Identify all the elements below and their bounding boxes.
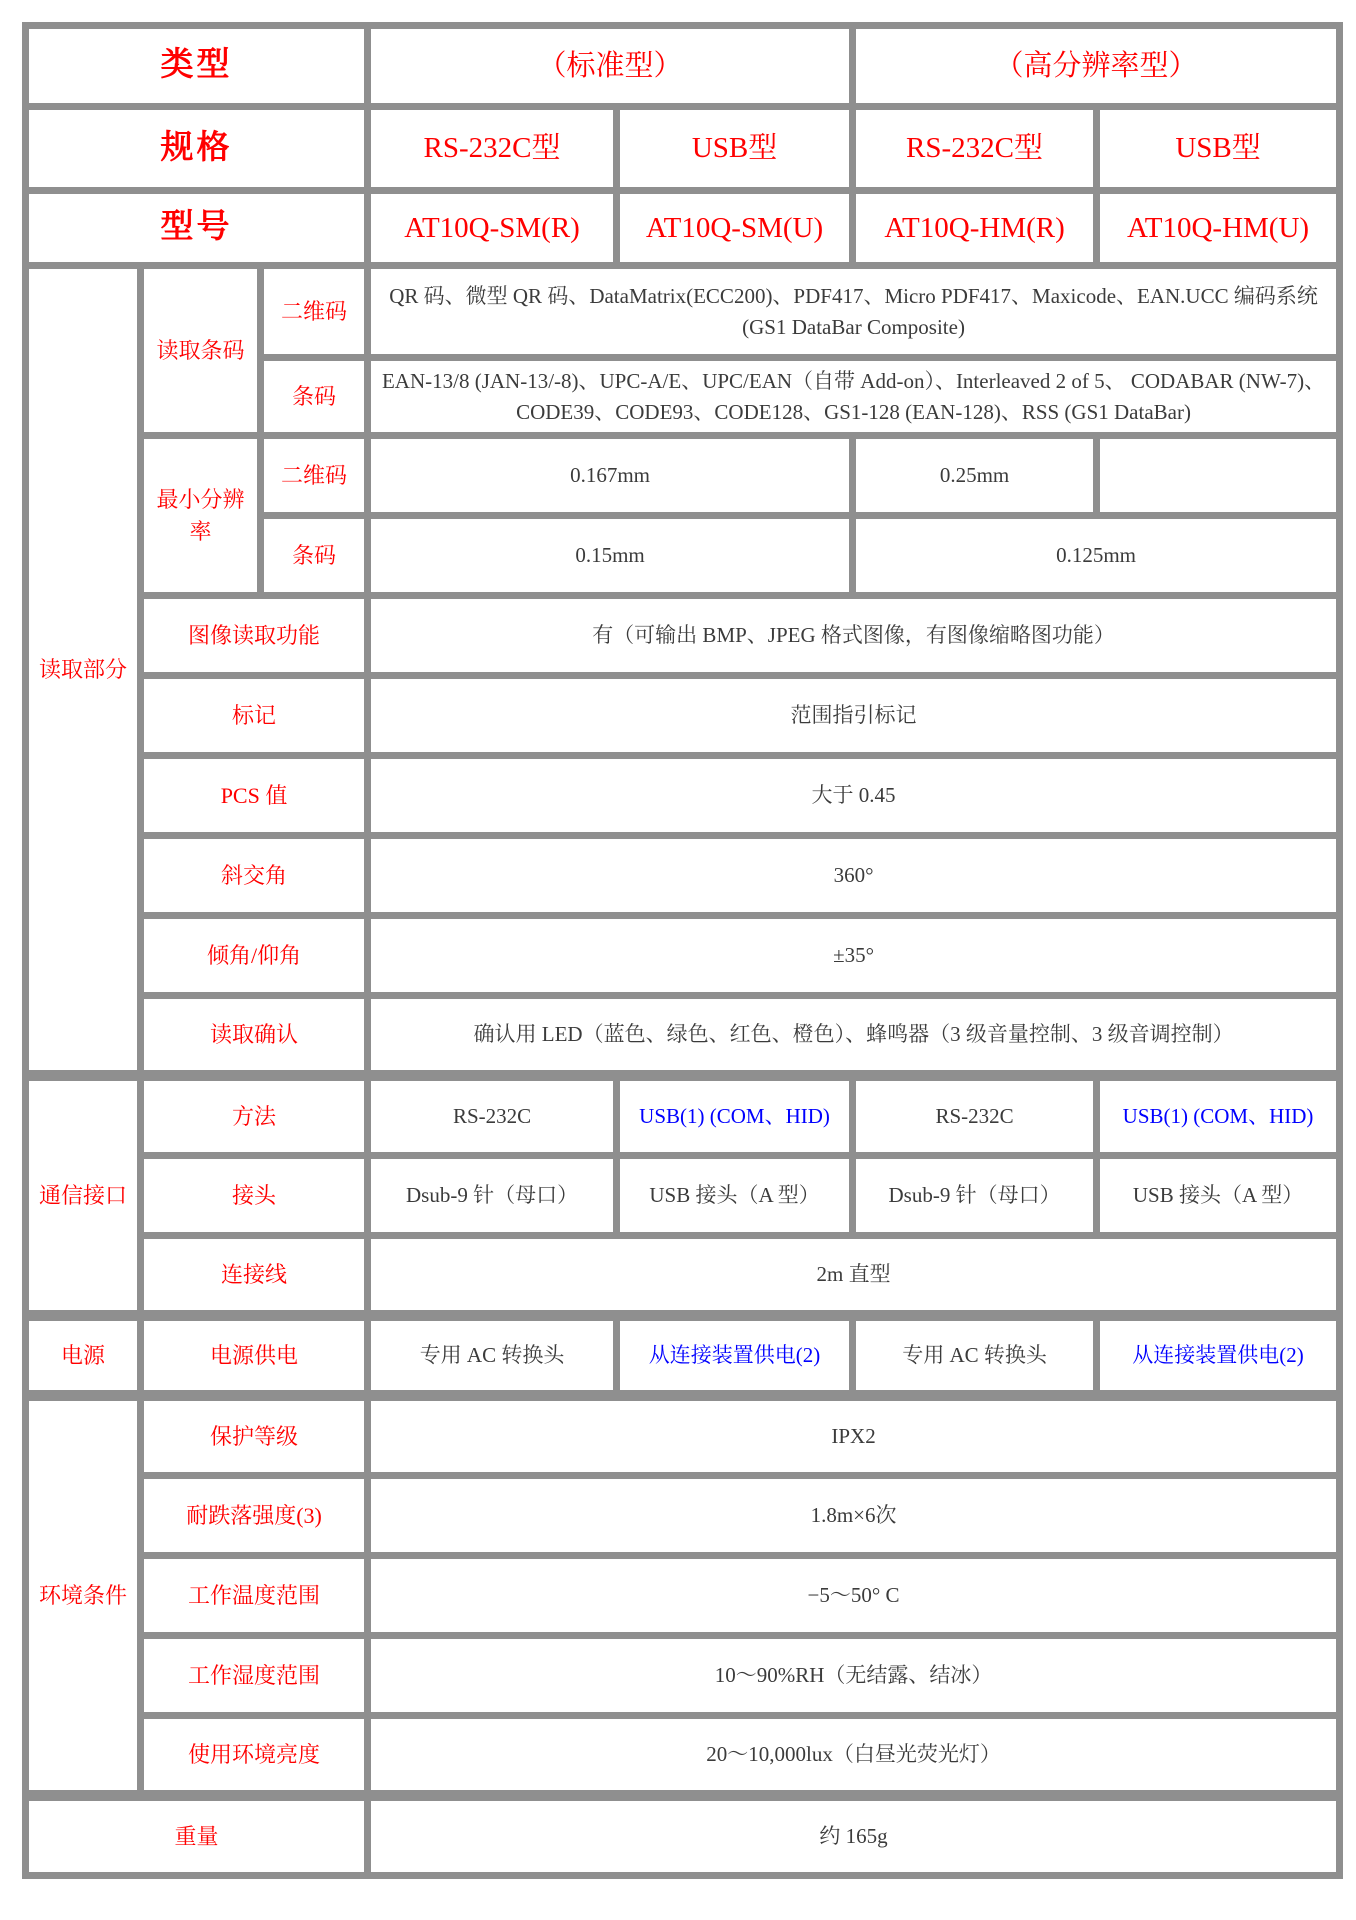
cell-connector-dsub-standard: Dsub-9 针（母口） (368, 1156, 617, 1236)
spec-cell-rs232c-standard: RS-232C型 (368, 107, 617, 191)
cell-skew-angle-value: 360° (368, 836, 1340, 916)
row-model (26, 191, 1340, 266)
cell-method-rs232c-high-res: RS-232C (853, 1076, 1097, 1156)
section-label-interface: 通信接口 (26, 1076, 141, 1316)
row-confirmation (26, 996, 1340, 1076)
cell-min-res-2d-high-res-u (1097, 436, 1340, 516)
label-readable-codes: 读取条码 (141, 266, 261, 436)
label-connector: 接头 (141, 1156, 368, 1236)
cell-power-ac-high-res: 专用 AC 转换头 (853, 1316, 1097, 1396)
model-cell-hm-r: AT10Q-HM(R) (853, 191, 1097, 266)
row-connector (26, 1156, 1340, 1236)
type-standard-cell: （标准型） (368, 26, 853, 107)
row-illuminance (26, 1716, 1340, 1796)
cell-connector-dsub-high-res: Dsub-9 针（母口） (853, 1156, 1097, 1236)
label-illuminance: 使用环境亮度 (141, 1716, 368, 1796)
cell-confirmation-value: 确认用 LED（蓝色、绿色、红色、橙色）、蜂鸣器（3 级音量控制、3 级音调控制） (368, 996, 1340, 1076)
row-spec (26, 107, 1340, 191)
row-cable (26, 1236, 1340, 1316)
spec-row-label: 规格 (26, 107, 368, 191)
row-readable-2d (26, 266, 1340, 358)
row-marker (26, 676, 1340, 756)
cell-connector-usb-standard: USB 接头（A 型） (617, 1156, 853, 1236)
label-humidity: 工作湿度范围 (141, 1636, 368, 1716)
row-image-capture (26, 596, 1340, 676)
cell-min-res-2d-standard: 0.167mm (368, 436, 853, 516)
cell-readable-2d-value: QR 码、微型 QR 码、DataMatrix(ECC200)、PDF417、Micro PDF417、Maxicode、EAN.UCC 编码系统 (GS1 DataBar Composite) (368, 266, 1340, 358)
cell-cable-value: 2m 直型 (368, 1236, 1340, 1316)
cell-power-from-device-high-res: 从连接装置供电(2) (1097, 1316, 1340, 1396)
row-min-res-2d (26, 436, 1340, 516)
spec-cell-usb-standard: USB型 (617, 107, 853, 191)
row-temperature (26, 1556, 1340, 1636)
label-min-res-barcode: 条码 (261, 516, 368, 596)
cell-power-from-device-standard: 从连接装置供电(2) (617, 1316, 853, 1396)
section-label-reading: 读取部分 (26, 266, 141, 1076)
row-skew-angle (26, 836, 1340, 916)
label-confirmation: 读取确认 (141, 996, 368, 1076)
row-power-supply (26, 1316, 1340, 1396)
label-min-resolution: 最小分辨率 (141, 436, 261, 596)
label-pcs: PCS 值 (141, 756, 368, 836)
model-cell-sm-u: AT10Q-SM(U) (617, 191, 853, 266)
row-pcs (26, 756, 1340, 836)
cell-humidity-value: 10～90%RH（无结露、结冰） (368, 1636, 1340, 1716)
row-humidity (26, 1636, 1340, 1716)
row-protection (26, 1396, 1340, 1476)
cell-weight-value: 约 165g (368, 1796, 1340, 1876)
cell-temperature-value: −5～50° C (368, 1556, 1340, 1636)
label-image-capture: 图像读取功能 (141, 596, 368, 676)
label-marker: 标记 (141, 676, 368, 756)
label-skew-angle: 斜交角 (141, 836, 368, 916)
cell-min-res-barcode-high-res: 0.125mm (853, 516, 1340, 596)
cell-min-res-2d-high-res-r: 0.25mm (853, 436, 1097, 516)
spec-cell-usb-high-res: USB型 (1097, 107, 1340, 191)
model-cell-hm-u: AT10Q-HM(U) (1097, 191, 1340, 266)
row-method (26, 1076, 1340, 1156)
model-row-label: 型号 (26, 191, 368, 266)
cell-power-ac-standard: 专用 AC 转换头 (368, 1316, 617, 1396)
cell-connector-usb-high-res: USB 接头（A 型） (1097, 1156, 1340, 1236)
label-min-res-2d: 二维码 (261, 436, 368, 516)
cell-image-capture-value: 有（可输出 BMP、JPEG 格式图像，有图像缩略图功能） (368, 596, 1340, 676)
cell-drop-resistance-value: 1.8m×6次 (368, 1476, 1340, 1556)
row-drop-resistance (26, 1476, 1340, 1556)
cell-method-usb-high-res: USB(1) (COM、HID) (1097, 1076, 1340, 1156)
cell-method-usb-standard: USB(1) (COM、HID) (617, 1076, 853, 1156)
label-temperature: 工作温度范围 (141, 1556, 368, 1636)
row-pitch-angle (26, 916, 1340, 996)
type-row-label: 类型 (26, 26, 368, 107)
label-readable-2d: 二维码 (261, 266, 368, 358)
label-readable-barcode: 条码 (261, 358, 368, 436)
label-drop-resistance: 耐跌落强度(3) (141, 1476, 368, 1556)
section-label-environment: 环境条件 (26, 1396, 141, 1796)
label-pitch-angle: 倾角/仰角 (141, 916, 368, 996)
cell-pitch-angle-value: ±35° (368, 916, 1340, 996)
cell-protection-value: IPX2 (368, 1396, 1340, 1476)
type-high-res-cell: （高分辨率型） (853, 26, 1340, 107)
model-cell-sm-r: AT10Q-SM(R) (368, 191, 617, 266)
row-type (26, 26, 1340, 107)
label-method: 方法 (141, 1076, 368, 1156)
cell-readable-barcode-value: EAN-13/8 (JAN-13/-8)、UPC-A/E、UPC/EAN（自带 Add-on）、Interleaved 2 of 5、 CODABAR (NW-7)、CODE39、CODE93、CODE128、GS1-128 (EAN-128)、RSS (GS1 DataBar) (368, 358, 1340, 436)
cell-min-res-barcode-standard: 0.15mm (368, 516, 853, 596)
label-protection: 保护等级 (141, 1396, 368, 1476)
cell-illuminance-value: 20～10,000lux（白昼光荧光灯） (368, 1716, 1340, 1796)
cell-method-rs232c-standard: RS-232C (368, 1076, 617, 1156)
label-power-supply: 电源供电 (141, 1316, 368, 1396)
label-cable: 连接线 (141, 1236, 368, 1316)
spec-table (22, 22, 1343, 1879)
cell-pcs-value: 大于 0.45 (368, 756, 1340, 836)
section-label-power: 电源 (26, 1316, 141, 1396)
row-weight (26, 1796, 1340, 1876)
label-weight: 重量 (26, 1796, 368, 1876)
spec-cell-rs232c-high-res: RS-232C型 (853, 107, 1097, 191)
cell-marker-value: 范围指引标记 (368, 676, 1340, 756)
